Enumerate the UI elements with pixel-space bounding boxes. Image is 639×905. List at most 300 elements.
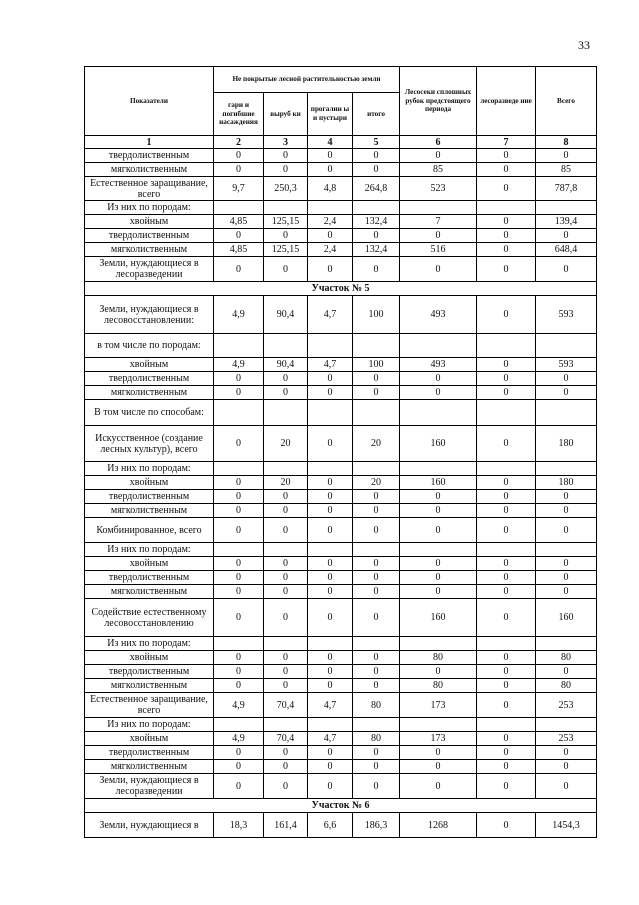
row-label: твердолиственным [85,665,214,679]
table-cell [308,462,353,476]
table-row [85,651,597,665]
table-cell: 648,4 [536,243,597,257]
table-cell [308,201,353,215]
table-cell: 0 [264,774,308,799]
column-number: 2 [214,136,264,149]
table-cell: 0 [477,693,536,718]
table-cell: 0 [400,585,477,599]
table-cell: 0 [536,149,597,163]
table-cell: 0 [477,732,536,746]
table-cell: 0 [477,177,536,201]
table-cell: 0 [400,557,477,571]
table-cell: 264,8 [353,177,400,201]
table-cell [400,637,477,651]
table-cell: 0 [353,229,400,243]
table-cell: 0 [536,557,597,571]
section-title: Участок № 6 [85,799,597,813]
table-cell: 0 [400,746,477,760]
table-cell: 0 [264,386,308,400]
table-cell: 0 [264,257,308,282]
table-cell: 0 [214,679,264,693]
table-cell: 0 [536,372,597,386]
table-row [85,557,597,571]
table-cell: 0 [353,571,400,585]
table-cell: 0 [477,163,536,177]
reforestation-table [84,66,597,838]
row-label: хвойным [85,215,214,229]
table-cell: 4,8 [308,177,353,201]
table-cell: 0 [214,476,264,490]
table-cell: 4,85 [214,243,264,257]
table-cell: 0 [264,149,308,163]
header-glades: прогалин ы и пустыри [308,93,353,136]
table-cell [214,334,264,358]
table-cell [536,334,597,358]
table-cell: 0 [214,774,264,799]
table-cell: 0 [308,679,353,693]
table-cell: 80 [400,651,477,665]
table-row [85,518,597,543]
table-cell: 20 [264,476,308,490]
table-row [85,400,597,426]
table-row [85,774,597,799]
table-cell: 0 [308,599,353,637]
table-cell: 161,4 [264,813,308,838]
table-cell: 0 [477,426,536,462]
table-cell: 0 [214,665,264,679]
table-cell: 0 [536,665,597,679]
table-cell: 493 [400,358,477,372]
table-cell: 0 [308,504,353,518]
table-cell: 85 [536,163,597,177]
table-cell [353,334,400,358]
table-row [85,585,597,599]
table-cell: 0 [477,651,536,665]
table-cell: 0 [308,746,353,760]
table-cell: 0 [400,490,477,504]
table-cell: 0 [477,149,536,163]
table-cell: 787,8 [536,177,597,201]
column-number: 5 [353,136,400,149]
table-cell: 0 [536,746,597,760]
table-cell: 180 [536,476,597,490]
table-cell: 0 [477,358,536,372]
table-cell: 0 [477,257,536,282]
row-label: мягколиственным [85,386,214,400]
table-row [85,201,597,215]
table-cell [308,400,353,426]
table-cell: 125,15 [264,215,308,229]
table-cell: 7 [400,215,477,229]
table-cell: 0 [308,490,353,504]
table-cell: 0 [214,229,264,243]
table-row [85,462,597,476]
table-cell: 0 [536,571,597,585]
table-cell: 0 [477,679,536,693]
table-cell: 0 [477,585,536,599]
table-row [85,149,597,163]
column-number: 6 [400,136,477,149]
row-label: Естественное заращивание, всего [85,693,214,718]
table-cell: 0 [477,665,536,679]
table-cell [477,462,536,476]
table-cell: 0 [353,149,400,163]
table-cell: 0 [400,149,477,163]
table-cell: 0 [353,746,400,760]
table-cell [400,334,477,358]
table-cell: 4,7 [308,693,353,718]
table-cell: 0 [264,651,308,665]
row-label: Из них по породам: [85,543,214,557]
table-cell: 80 [353,693,400,718]
table-cell [400,201,477,215]
row-label: Земли, нуждающиеся в лесоразведении [85,257,214,282]
table-row [85,386,597,400]
row-label: В том числе по способам: [85,400,214,426]
table-cell: 0 [477,296,536,334]
row-label: твердолиственным [85,571,214,585]
table-cell: 0 [214,163,264,177]
table-cell: 4,9 [214,693,264,718]
table-cell: 0 [214,372,264,386]
table-cell [400,543,477,557]
table-cell: 160 [400,426,477,462]
table-cell: 0 [536,585,597,599]
table-cell: 0 [264,229,308,243]
table-cell: 0 [308,476,353,490]
table-cell: 160 [400,599,477,637]
table-cell: 0 [353,679,400,693]
table-cell [536,637,597,651]
row-label: твердолиственным [85,372,214,386]
table-cell [477,718,536,732]
header-burned: гари и погибшие насаждения [214,93,264,136]
table-cell: 0 [264,490,308,504]
table-row [85,257,597,282]
row-label: Из них по породам: [85,201,214,215]
table-cell: 0 [477,557,536,571]
header-afforestation: лесоразведе ние [477,67,536,136]
table-cell: 20 [353,426,400,462]
table-cell [214,400,264,426]
table-cell: 0 [264,746,308,760]
table-row [85,637,597,651]
section-row [85,282,597,296]
table-cell [308,718,353,732]
header-indicator: Показатели [85,67,214,136]
table-cell [214,543,264,557]
table-cell: 2,4 [308,215,353,229]
row-label: в том числе по породам: [85,334,214,358]
table-row [85,760,597,774]
table-cell: 0 [308,571,353,585]
table-cell: 0 [353,760,400,774]
table-cell: 0 [477,518,536,543]
table-cell: 18,3 [214,813,264,838]
row-label: Комбинированное, всего [85,518,214,543]
table-cell [264,462,308,476]
table-cell: 0 [536,760,597,774]
table-row [85,490,597,504]
table-cell [308,637,353,651]
table-cell: 0 [400,372,477,386]
row-label: твердолиственным [85,149,214,163]
row-label: Земли, нуждающиеся в лесовосстановлении: [85,296,214,334]
table-cell: 0 [264,518,308,543]
table-cell: 0 [214,746,264,760]
table-cell [264,718,308,732]
table-cell [477,543,536,557]
table-cell: 20 [353,476,400,490]
table-cell: 0 [536,490,597,504]
table-cell: 0 [353,585,400,599]
table-cell: 593 [536,358,597,372]
row-label: Земли, нуждающиеся в лесоразведении [85,774,214,799]
table-cell: 180 [536,426,597,462]
table-row [85,732,597,746]
column-number: 4 [308,136,353,149]
table-cell: 493 [400,296,477,334]
table-cell [400,718,477,732]
table-cell: 0 [214,571,264,585]
table-cell [264,201,308,215]
row-label: мягколиственным [85,760,214,774]
table-cell: 0 [477,476,536,490]
table-cell: 0 [400,257,477,282]
table-cell: 70,4 [264,693,308,718]
table-cell: 0 [536,229,597,243]
table-cell: 0 [477,774,536,799]
table-cell: 0 [477,490,536,504]
table-cell: 0 [536,504,597,518]
table-cell: 0 [477,386,536,400]
header-all: Всего [536,67,597,136]
row-label: хвойным [85,732,214,746]
table-row [85,177,597,201]
table-cell: 0 [353,257,400,282]
table-cell [308,334,353,358]
table-cell: 0 [400,504,477,518]
table-cell: 523 [400,177,477,201]
table-cell: 125,15 [264,243,308,257]
table-cell [353,543,400,557]
table-cell [400,400,477,426]
table-cell [353,400,400,426]
table-row [85,599,597,637]
table-cell [477,201,536,215]
row-label: хвойным [85,476,214,490]
table-cell: 132,4 [353,243,400,257]
table-cell [353,201,400,215]
table-cell [400,462,477,476]
table-cell: 80 [400,679,477,693]
row-label: твердолиственным [85,746,214,760]
table-cell: 0 [264,760,308,774]
column-number: 7 [477,136,536,149]
table-cell: 0 [264,585,308,599]
table-row [85,718,597,732]
table-cell [264,637,308,651]
table-cell: 0 [308,386,353,400]
table-cell: 0 [264,665,308,679]
table-cell: 0 [308,426,353,462]
row-label: мягколиственным [85,504,214,518]
table-cell: 0 [536,774,597,799]
row-label: Искусственное (создание лесных культур), всего [85,426,214,462]
table-cell [308,543,353,557]
table-cell: 0 [264,599,308,637]
table-row [85,229,597,243]
table-cell: 80 [536,679,597,693]
table-cell: 0 [308,557,353,571]
table-cell [214,718,264,732]
row-label: мягколиственным [85,163,214,177]
column-number: 1 [85,136,214,149]
table-cell: 0 [536,518,597,543]
table-row [85,813,597,838]
row-label: мягколиственным [85,243,214,257]
table-cell: 1268 [400,813,477,838]
table-cell: 132,4 [353,215,400,229]
table-cell: 0 [308,665,353,679]
table-cell [214,462,264,476]
table-cell: 253 [536,732,597,746]
table-row [85,679,597,693]
table-cell: 0 [214,490,264,504]
table-cell: 0 [477,229,536,243]
table-cell: 0 [264,504,308,518]
table-cell: 0 [477,746,536,760]
table-row [85,358,597,372]
table-cell: 593 [536,296,597,334]
table-cell [214,637,264,651]
table-cell: 160 [536,599,597,637]
table-cell [214,201,264,215]
header-group-uncovered-land: Не покрытые лесной растительностью земли [214,67,400,93]
table-cell: 0 [477,243,536,257]
table-cell [477,637,536,651]
table-cell: 0 [308,760,353,774]
page-number: 33 [578,38,590,52]
table-cell: 0 [214,518,264,543]
table-cell: 0 [308,163,353,177]
table-row [85,543,597,557]
table-cell: 0 [214,504,264,518]
table-cell: 0 [308,651,353,665]
table-cell: 0 [308,149,353,163]
row-label: мягколиственным [85,585,214,599]
row-label: хвойным [85,557,214,571]
table-cell: 0 [214,257,264,282]
table-row [85,746,597,760]
table-cell: 4,9 [214,358,264,372]
table-row [85,372,597,386]
table-cell: 4,7 [308,296,353,334]
table-cell: 0 [400,665,477,679]
table-cell: 186,3 [353,813,400,838]
table-row [85,296,597,334]
table-cell: 0 [353,665,400,679]
table-cell: 0 [308,518,353,543]
table-row [85,163,597,177]
table-cell: 0 [264,163,308,177]
table-cell: 0 [400,518,477,543]
table-cell [536,543,597,557]
table-cell [536,718,597,732]
table-cell: 0 [353,372,400,386]
table-cell: 0 [477,571,536,585]
row-label: Содействие естественному лесовосстановлению [85,599,214,637]
table-cell: 4,9 [214,296,264,334]
table-cell: 0 [353,504,400,518]
table-cell: 0 [477,504,536,518]
table-cell: 1454,3 [536,813,597,838]
table-cell: 0 [400,571,477,585]
row-label: хвойным [85,358,214,372]
table-cell: 0 [214,557,264,571]
table-cell: 20 [264,426,308,462]
table-body [85,136,597,838]
row-label: мягколиственным [85,679,214,693]
row-label: Земли, нуждающиеся в [85,813,214,838]
row-label: Из них по породам: [85,637,214,651]
table-cell: 0 [353,599,400,637]
table-row [85,665,597,679]
table-cell: 85 [400,163,477,177]
table-cell [353,462,400,476]
table-row [85,571,597,585]
header-clearcuts: Лесосеки сплошных рубок предстоящего периода [400,67,477,136]
table-cell: 6,6 [308,813,353,838]
table-cell: 0 [477,813,536,838]
table-cell: 4,7 [308,732,353,746]
table-cell [353,718,400,732]
table-cell: 0 [400,760,477,774]
table-row [85,426,597,462]
table-cell: 0 [477,599,536,637]
column-number: 8 [536,136,597,149]
section-title: Участок № 5 [85,282,597,296]
row-label: твердолиственным [85,490,214,504]
table-row [85,243,597,257]
table-cell: 0 [400,386,477,400]
table-cell: 0 [214,760,264,774]
table-cell: 0 [308,372,353,386]
table-cell [536,400,597,426]
header-total: итого [353,93,400,136]
table-cell: 4,7 [308,358,353,372]
table-cell: 0 [308,774,353,799]
table-cell [536,462,597,476]
table-cell: 0 [353,557,400,571]
table-cell [353,637,400,651]
table-cell: 70,4 [264,732,308,746]
table-cell: 4,9 [214,732,264,746]
table-cell: 100 [353,358,400,372]
table-row [85,693,597,718]
table-cell [264,334,308,358]
table-cell: 0 [264,372,308,386]
table-cell [264,400,308,426]
table-cell: 0 [353,386,400,400]
table-cell: 80 [536,651,597,665]
table-cell: 0 [308,229,353,243]
table-cell: 0 [353,490,400,504]
table-cell: 173 [400,732,477,746]
table-cell: 160 [400,476,477,490]
table-cell: 0 [353,518,400,543]
table-cell: 0 [353,651,400,665]
